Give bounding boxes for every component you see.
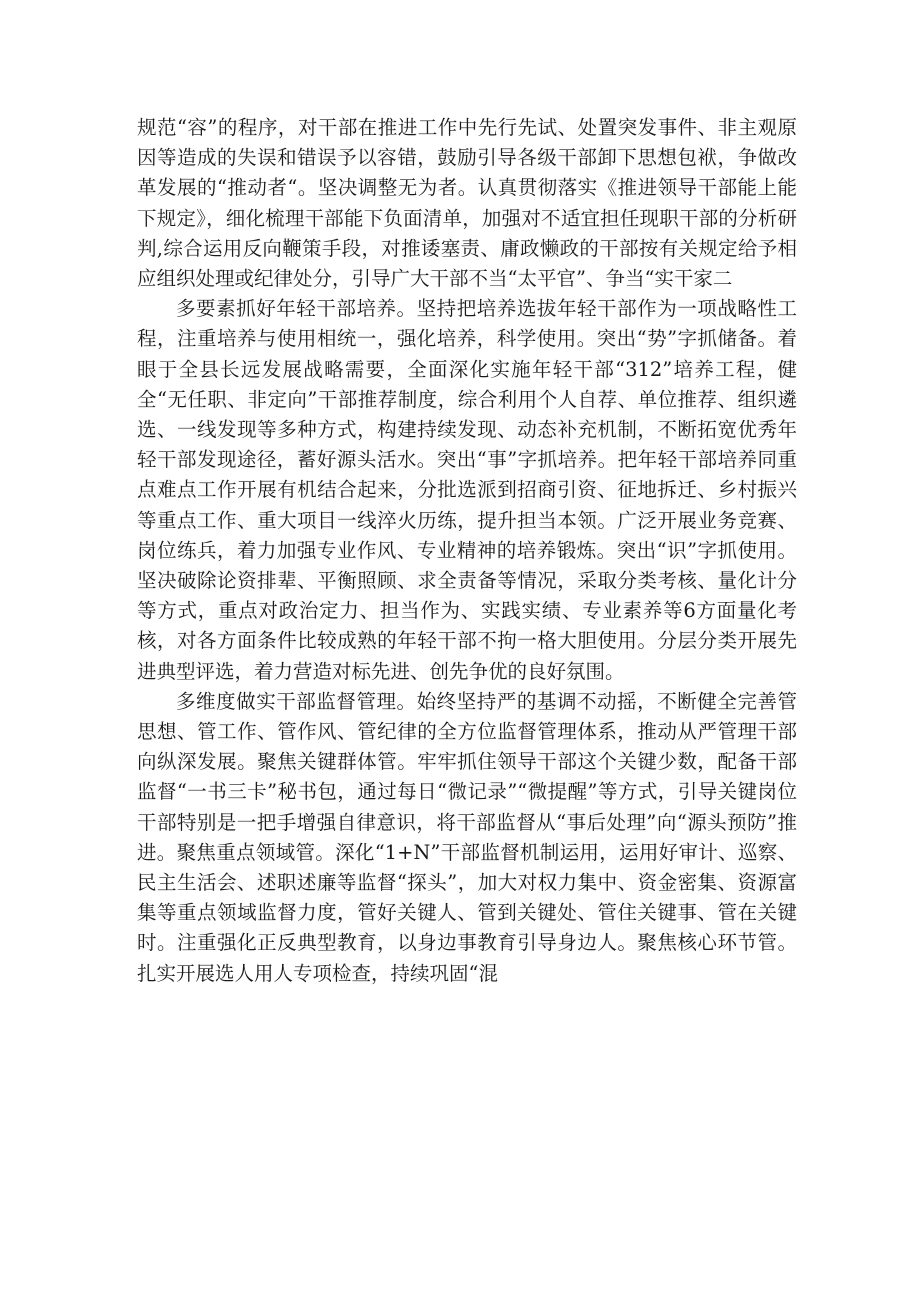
paragraph-cadre-tolerance: 规范“容”的程序，对干部在推进工作中先行先试、处置突发事件、非主观原因等造成的失误和错误予以容错，鼓励引导各级干部卸下思想包袱，争做改革发展的“推动者“。坚决调整无为者。认真贯彻落实《推进领导干部能上能下规定》，细化梳理干部能下负面清单，加强对不适宜担任现职干部的分析研判,综合运用反向鞭策手段，对推诿塞责、庸政懒政的干部按有关规定给予相应组织处理或纪律处分，引导广大干部不当“太平官”、争当“实干家二 <box>137 116 797 291</box>
paragraph-young-cadre-training: 多要素抓好年轻干部培养。坚持把培养选拔年轻干部作为一项战略性工程，注重培养与使用相统一，强化培养，科学使用。突出“势”字抓储备。着眼于全县长远发展战略需要，全面深化实施年轻干部“312”培养工程，健全“无任职、非定向”干部推荐制度，综合利用个人自荐、单位推荐、组织遴选、一线发现等多种方式，构建持续发现、动态补充机制，不断拓宽优秀年轻干部发现途径，蓄好源头活水。突出“事”字抓培养。把年轻干部培养同重点难点工作开展有机结合起来，分批选派到招商引资、征地拆迁、乡村振兴等重点工作、重大项目一线淬火历练，提升担当本领。广泛开展业务竞赛、岗位练兵，着力加强专业作风、专业精神的培养锻炼。突出“识”字抓使用。坚决破除论资排辈、平衡照顾、求全责备等情况，采取分类考核、量化计分等方式，重点对政治定力、担当作为、实践实绩、专业素养等6方面量化考核，对各方面条件比较成熟的年轻干部不拘一格大胆使用。分层分类开展先进典型评选，着力营造对标先进、创先争优的良好氛围。 <box>137 297 797 683</box>
document-body <box>137 113 797 989</box>
paragraph-cadre-supervision: 多维度做实干部监督管理。始终坚持严的基调不动摇，不断健全完善管思想、管工作、管作风、管纪律的全方位监督管理体系，推动从严管理干部向纵深发展。聚焦关键群体管。牢牢抓住领导干部这个关键少数，配备干部监督“一书三卡”秘书包，通过每日“微记录”“微提醒”等方式，引导关键岗位干部特别是一把手增强自律意识，将干部监督从“事后处理”向“源头预防”推进。聚焦重点领域管。深化“1+N”干部监督机制运用，运用好审计、巡察、民主生活会、述职述廉等监督“探头”，加大对权力集中、资金密集、资源富集等重点领域监督力度，管好关键人、管到关键处、管住关键事、管在关键时。注重强化正反典型教育，以身边事教育引导身边人。聚焦核心环节管。扎实开展选人用人专项检查，持续巩固“混 <box>137 689 797 985</box>
